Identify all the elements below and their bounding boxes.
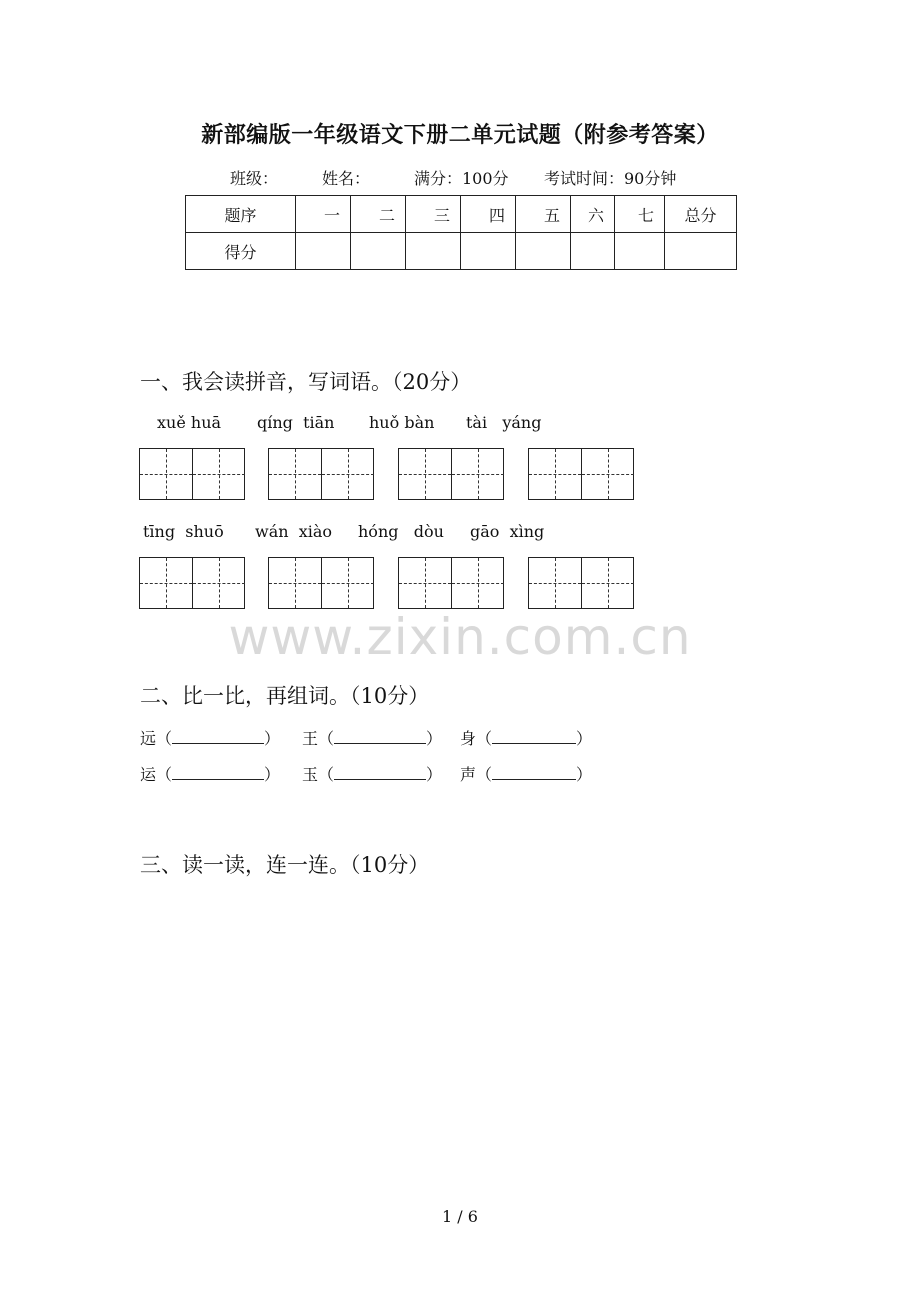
score-cell	[461, 233, 516, 270]
score-cell	[296, 233, 351, 270]
writing-grid[interactable]	[139, 557, 245, 609]
watermark: www.zixin.com.cn	[228, 608, 692, 666]
close-paren: ）	[426, 729, 443, 748]
open-paren: （	[318, 729, 335, 748]
word-blank-item	[460, 726, 592, 749]
answer-blank[interactable]	[492, 765, 576, 780]
word-blank-item	[302, 726, 442, 749]
score-column-6: 六	[571, 196, 615, 233]
score-cell	[665, 233, 737, 270]
section-1-heading: 一、我会读拼音，写词语。（20分）	[140, 370, 472, 394]
open-paren: （	[476, 729, 493, 748]
pinyin-label: tài yáng	[466, 413, 542, 432]
score-table-score-row	[186, 233, 737, 270]
writing-grid[interactable]	[528, 557, 634, 609]
score-column-total: 总分	[665, 196, 737, 233]
page-number: 1 / 6	[442, 1207, 478, 1226]
writing-grid[interactable]	[398, 448, 504, 500]
writing-grid[interactable]	[398, 557, 504, 609]
pinyin-label: huǒ bàn	[369, 413, 435, 432]
score-cell	[571, 233, 615, 270]
score-cell	[516, 233, 571, 270]
character: 身	[460, 729, 477, 748]
answer-blank[interactable]	[334, 765, 426, 780]
writing-grid[interactable]	[268, 448, 374, 500]
score-column-2: 二	[351, 196, 406, 233]
open-paren: （	[476, 765, 493, 784]
pinyin-label: qíng tiān	[257, 413, 335, 432]
score-column-5: 五	[516, 196, 571, 233]
page-title: 新部编版一年级语文下册二单元试题（附参考答案）	[201, 122, 719, 148]
writing-grid[interactable]	[139, 448, 245, 500]
score-table-header-row	[186, 196, 737, 233]
score-table-row-label: 得分	[186, 233, 296, 270]
full-score: 满分：100分	[414, 169, 509, 188]
word-blank-item	[140, 726, 280, 749]
exam-time: 考试时间：90分钟	[544, 169, 677, 188]
answer-blank[interactable]	[172, 729, 264, 744]
score-column-4: 四	[461, 196, 516, 233]
pinyin-label: xuě huā	[157, 413, 222, 432]
answer-blank[interactable]	[172, 765, 264, 780]
open-paren: （	[318, 765, 335, 784]
section-2-heading: 二、比一比，再组词。（10分）	[140, 684, 430, 708]
pinyin-label: gāo xìng	[470, 522, 545, 541]
close-paren: ）	[426, 765, 443, 784]
answer-blank[interactable]	[334, 729, 426, 744]
character: 声	[460, 765, 477, 784]
score-cell	[406, 233, 461, 270]
pinyin-label: wán xiào	[255, 522, 333, 541]
writing-grid[interactable]	[268, 557, 374, 609]
close-paren: ）	[576, 729, 593, 748]
word-blank-item	[140, 762, 280, 785]
answer-blank[interactable]	[492, 729, 576, 744]
close-paren: ）	[576, 765, 593, 784]
close-paren: ）	[264, 765, 281, 784]
score-column-1: 一	[296, 196, 351, 233]
character: 运	[140, 765, 157, 784]
class-label: 班级：	[230, 169, 279, 188]
pinyin-label: hóng dòu	[358, 522, 444, 541]
character: 玉	[302, 765, 319, 784]
character: 远	[140, 729, 157, 748]
score-column-7: 七	[615, 196, 665, 233]
exam-info	[230, 166, 676, 189]
score-cell	[615, 233, 665, 270]
open-paren: （	[156, 729, 173, 748]
section-3-heading: 三、读一读，连一连。（10分）	[140, 853, 430, 877]
score-table-row-label: 题序	[186, 196, 296, 233]
word-blank-item	[460, 762, 592, 785]
word-blank-item	[302, 762, 442, 785]
name-label: 姓名：	[322, 169, 371, 188]
score-table	[185, 195, 737, 270]
score-column-3: 三	[406, 196, 461, 233]
open-paren: （	[156, 765, 173, 784]
score-cell	[351, 233, 406, 270]
writing-grid[interactable]	[528, 448, 634, 500]
pinyin-label: tīng shuō	[143, 522, 224, 541]
character: 王	[302, 729, 319, 748]
close-paren: ）	[264, 729, 281, 748]
